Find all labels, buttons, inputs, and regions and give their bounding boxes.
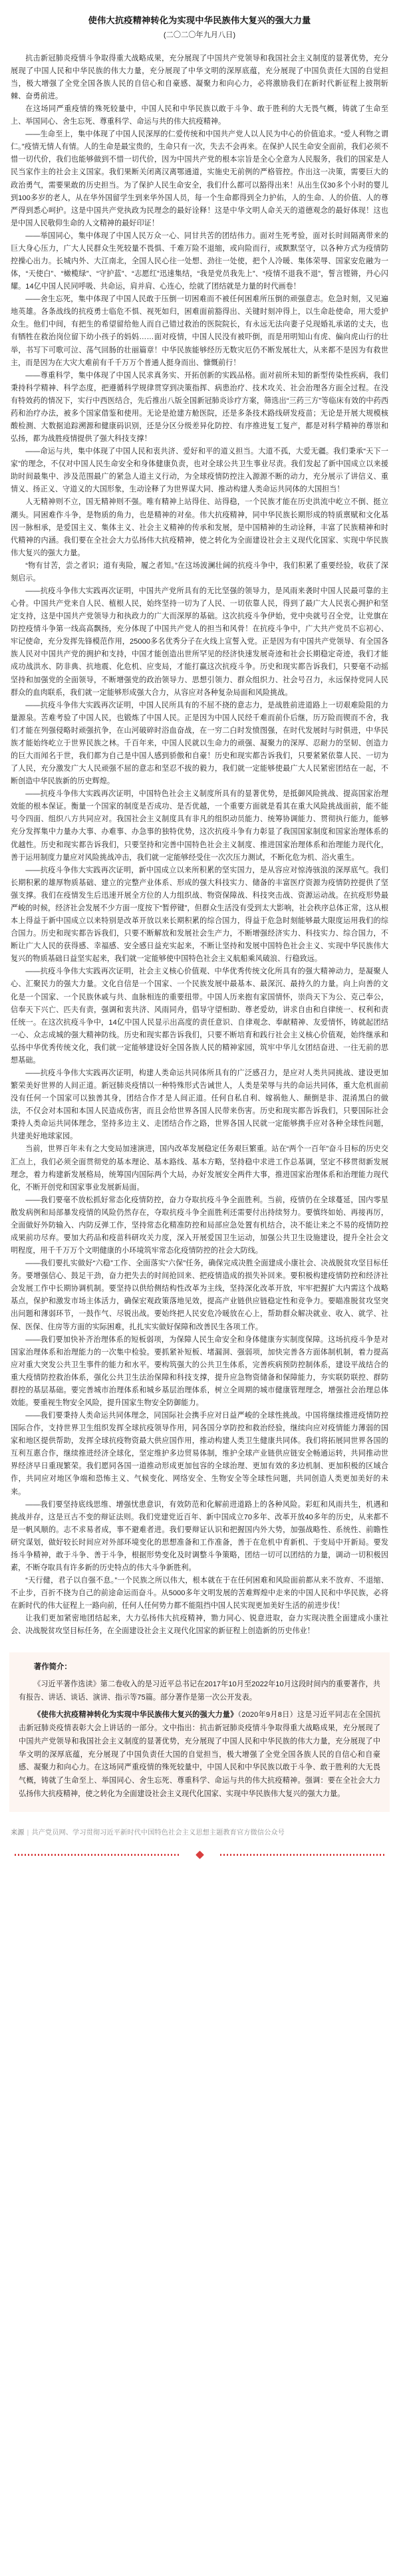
decorative-divider <box>0 1852 399 1858</box>
body-paragraph: ——尊重科学，集中体现了中国人民求真务实、开拓创新的实践品格。面对前所未知的新型传染性疾病，我们秉持科学精神、科学态度，把遵循科学规律贯穿到决策指挥、病患治疗、技术攻关、社会治理各方面全过程。在没有特效药的情况下，实行中西医结合，先后推出八版全国新冠肺炎诊疗方案，筛选出“三药三方”等临床有效的中药西药和治疗办法，被多个国家借鉴和使用。无论是抢建方舱医院，还是多条技术路线研发疫苗；无论是开展大规模核酸检测、大数据追踪溯源和健康码识别，还是分区分级差异化防控、有序推进复工复产，都是对科学精神的尊崇和弘扬，都为战胜疫情提供了强大科技支撑！ <box>11 371 388 444</box>
body-paragraph: ——我们要秉持人类命运共同体理念，同国际社会携手应对日益严峻的全球性挑战。中国将继续推进疫情防控国际合作，支持世界卫生组织发挥全球抗疫领导作用，同各国分享防控和救治经验，继续向应对疫情能力薄弱的国家和地区提供帮助，发挥全球抗疫物资最大供应国作用，推动构建人类卫生健康共同体。我们将拓展同世界各国的互利互惠合作，继续推进经济全球化，坚定维护多边贸易体制，维护全球产业链供应链安全畅通运转，共同推动世界经济早日重现繁荣。我们愿同各国一道推动形成更加包容的全球治理、更加有效的多边机制、更加积极的区域合作，共同应对地区争端和恐怖主义、气候变化、网络安全、生物安全等全球性问题，共同创造人类更加美好的未来。 <box>11 1412 388 1496</box>
divider-dash-left <box>15 1854 180 1856</box>
page-title: 使伟大抗疫精神转化为实现中华民族伟大复兴的强大力量 <box>88 15 311 25</box>
book-introduction-card <box>9 1652 390 1811</box>
body-paragraph: 人无精神则不立，国无精神则不强。唯有精神上站得住、站得稳，一个民族才能在历史洪流中屹立不倒、挺立潮头。同困难作斗争，是物质的角力，也是精神的对垒。伟大抗疫精神，同中华民族长期形成的特质禀赋和文化基因一脉相承，是爱国主义、集体主义、社会主义精神的传承和发展，是中国精神的生动诠释，丰富了民族精神和时代精神的内涵。我们要在全社会大力弘扬伟大抗疫精神，使之转化为全面建设社会主义现代化国家、实现中华民族伟大复兴的强大力量。 <box>11 498 388 557</box>
source-separator: | <box>27 1829 29 1837</box>
book-introduction-text: （2020年9月8日）这是习近平同志在全国抗击新冠肺炎疫情表彰大会上讲话的一部分。文中指出：抗击新冠肺炎疫情斗争取得重大战略成果，充分展现了中国共产党领导和我国社会主义制度的显著优势，充分展现了中国人民和中华民族的伟大力量，充分展现了中华文明的深厚底蕴，充分展现了中国负责任大国的自觉担当，极大增强了全党全国各族人民的自信心和自豪感、凝聚力和向心力。在这场同严重疫情的殊死较量中，中国人民和中华民族以敢于斗争、敢于胜利的大无畏气概，铸就了生命至上、举国同心、舍生忘死、尊重科学、命运与共的伟大抗疫精神。强调：要在全社会大力弘扬伟大抗疫精神，使之转化为全面建设社会主义现代化国家、实现中华民族伟大复兴的强大力量。 <box>19 1711 380 1798</box>
footer-source <box>0 1812 399 1839</box>
body-paragraph: ——举国同心，集中体现了中国人民万众一心、同甘共苦的团结伟力。面对生死考验，面对长时间隔离带来的巨大身心压力，广大人民群众生死较量不畏惧、千难万险不退缩，或向险而行，或默默坚守，以各种方式为疫情防控操心出力。长城内外、大江南北，全国人民心往一处想、劲往一处使，把个人冷暖、集体荣辱、国家安危融为一体，“天使白”、“橄榄绿”、“守护蓝”、“志愿红”迅速集结，“我是党员我先上”、“疫情不退我不退”，誓言铿锵，丹心闪耀。14亿中国人民同呼吸、共命运，肩并肩、心连心，绘就了团结就是力量的时代画卷！ <box>11 231 388 291</box>
book-introduction-paragraph <box>19 1709 380 1801</box>
book-introduction-heading: 著作简介： <box>33 1663 72 1672</box>
body-paragraph: “物有甘苦，尝之者识；道有夷险，履之者知。”在这场波澜壮阔的抗疫斗争中，我们积累了重要经验，收获了深刻启示。 <box>11 561 388 582</box>
body-paragraph: ——我们要坚持底线思维、增强忧患意识，有效防范和化解前进道路上的各种风险。彩虹和风雨共生，机遇和挑战并存，这是亘古不变的辩证法则。我们党建党近百年、新中国成立70多年、改革开放40多年的历史，从来都不是一帆风顺的。志不求易者成，事不避难者进。我们要辩证认识和把握国内外大势，加强战略性、系统性、前瞻性研究谋划，做好较长时间应对外部环境变化的思想准备和工作准备，善于在危机中育新机、于变局中开新局。要发扬斗争精神，敢于斗争、善于斗争，根据形势变化及时调整斗争策略，团结一切可以团结的力量，调动一切积极因素，不断夺取具有许多新的历史特点的伟大斗争新胜利。 <box>11 1500 388 1573</box>
body-paragraph: ——我们要加快补齐治理体系的短板弱项，为保障人民生命安全和身体健康夯实制度保障。这场抗疫斗争是对国家治理体系和治理能力的一次集中检验。要抓紧补短板、堵漏洞、强弱项，加快完善各方面体制机制，着力提高应对重大突发公共卫生事件的能力和水平。要构筑强大的公共卫生体系，完善疾病预防控制体系，建设平战结合的重大疫情防控救治体系，强化公共卫生法治保障和科技支撑，提升应急物资储备和保障能力，夯实联防联控、群防群控的基层基础。要完善城市治理体系和城乡基层治理体系，树立全周期的城市健康管理理念，增强社会治理总体效能。要重视生物安全风险，提升国家生物安全防御能力。 <box>11 1335 388 1407</box>
body-paragraph: ——抗疫斗争伟大实践再次证明，社会主义核心价值观、中华优秀传统文化所具有的强大精神动力，是凝聚人心、汇聚民力的强大力量。文化自信是一个国家、一个民族发展中最基本、最深沉、最持久的力量。向上向善的文化是一个国家、一个民族休戚与共、血脉相连的重要纽带。中国人历来抱有家国情怀，崇尚天下为公、克己奉公，信奉天下兴亡、匹夫有责，强调和衷共济、风雨同舟，倡导守望相助、尊老爱幼，讲求自由和自律统一、权利和责任统一。在这次抗疫斗争中，14亿中国人民显示出高度的责任意识、自律观念、奉献精神、友爱情怀，铸就起团结一心、众志成城的强大精神防线。历史和现实都告诉我们，只要不断培育和践行社会主义核心价值观，始终继承和弘扬中华优秀传统文化，我们就一定能够建设好全国各族人民的精神家园，筑牢中华儿女团结奋进、一往无前的思想基础。 <box>11 967 388 1065</box>
divider-dash-right <box>220 1854 385 1856</box>
document-header <box>0 0 399 43</box>
body-paragraph: ——抗疫斗争伟大实践再次证明，中国特色社会主义制度所具有的显著优势，是抵御风险挑战、提高国家治理效能的根本保证。衡量一个国家的制度是否成功、是否优越，一个重要方面就是看其在重大风险挑战面前，能不能号令四面、组织八方共同应对。我国社会主义制度具有非凡的组织动员能力、统筹协调能力、贯彻执行能力，能够充分发挥集中力量办大事、办难事、办急事的独特优势，这次抗疫斗争有力彰显了我国国家制度和国家治理体系的优越性。历史和现实都告诉我们，只要坚持和完善中国特色社会主义制度、推进国家治理体系和治理能力现代化，善于运用制度力量应对风险挑战冲击，我们就一定能够经受住一次次压力测试，不断化危为机、浴火重生。 <box>11 790 388 862</box>
source-value: 共产党员网、学习贯彻习近平新时代中国特色社会主义思想主题教育官方微信公众号 <box>31 1829 285 1837</box>
diamond-icon <box>196 1851 204 1859</box>
document-date: (二〇二〇年九月八日) <box>163 31 236 40</box>
body-paragraph: 让我们更加紧密地团结起来，大力弘扬伟大抗疫精神，勠力同心、锐意进取，奋力实现决胜全面建成小康社会、决战脱贫攻坚目标任务，在全面建设社会主义现代化国家的新征程上创造新的历史伟业！ <box>11 1614 388 1636</box>
body-paragraph: ——我们要毫不放松抓好常态化疫情防控，奋力夺取抗疫斗争全面胜利。当前，疫情仍在全球蔓延，国内零星散发病例和局部暴发疫情的风险仍然存在，夺取抗疫斗争全面胜利还需要付出持续努力。要慎终如始、再接再厉，全面做好外防输入、内防反弹工作，坚持常态化精准防控和局部应急处置有机结合，决不能让来之不易的疫情防控成果前功尽弃。要加大药品和疫苗科研攻关力度，深入开展爱国卫生运动，加强公共卫生设施建设，提升全社会文明程度，用千千万万个文明健康的小环境筑牢常态化疫情防控的社会大防线。 <box>11 1196 388 1255</box>
book-title: 《使伟大抗疫精神转化为实现中华民族伟大复兴的强大力量》 <box>33 1711 238 1720</box>
body-paragraph: 在这场同严重疫情的殊死较量中，中国人民和中华民族以敢于斗争、敢于胜利的大无畏气概，铸就了生命至上、举国同心、舍生忘死、尊重科学、命运与共的伟大抗疫精神。 <box>11 105 388 126</box>
body-paragraph: ——抗疫斗争伟大实践再次证明，中国共产党所具有的无比坚强的领导力，是风雨来袭时中国人民最可靠的主心骨。中国共产党来自人民、植根人民，始终坚持一切为了人民、一切依靠人民，得到了最广大人民衷心拥护和坚定支持，这是中国共产党领导力和执政力的广大而深厚的基础。这次抗疫斗争伊始，党中央就号召全党，让党旗在防控疫情斗争第一线高高飘扬，充分体现了中国共产党人的担当和风骨！在抗疫斗争中，广大共产党员不忘初心、牢记使命，充分发挥先锋模范作用，25000多名优秀分子在火线上宣誓入党。正是因为有中国共产党领导、有全国各族人民对中国共产党的拥护和支持，中国才能创造出世所罕见的经济快速发展奇迹和社会长期稳定奇迹，我们才能成功战洪水、防非典、抗地震、化危机、应变局，才能打赢这次抗疫斗争。历史和现实都告诉我们，只要毫不动摇坚持和加强党的全面领导，不断增强党的政治领导力、思想引领力、群众组织力、社会号召力，永远保持党同人民群众的血肉联系，我们就一定能够形成强大合力，从容应对各种复杂局面和风险挑战。 <box>11 587 388 697</box>
book-introduction-paragraph: 《习近平著作选读》第二卷收入的是习近平总书记在2017年10月至2022年10月这段时间内的重要著作，共有报告、讲话、谈话、演讲、指示等75篇。部分著作是第一次公开发表。 <box>19 1680 380 1702</box>
body-paragraph: ——抗疫斗争伟大实践再次证明，构建人类命运共同体所具有的广泛感召力，是应对人类共同挑战、建设更加繁荣美好世界的人间正道。新冠肺炎疫情以一种特殊形式告诫世人，人类是荣辱与共的命运共同体，重大危机面前没有任何一个国家可以独善其身，团结合作才是人间正道。任何自私自利、嫁祸他人、颠倒是非、混淆黑白的做法，不仅会对本国和本国人民造成伤害，而且会给世界各国人民带来伤害。历史和现实都告诉我们，只要国际社会秉持人类命运共同体理念，坚持多边主义、走团结合作之路，世界各国人民就一定能够携手应对各种全球性问题，共建美好地球家园。 <box>11 1069 388 1141</box>
body-paragraph: 当前，世界百年未有之大变局加速演进，国内改革发展稳定任务艰巨繁重。站在“两个一百年”奋斗目标的历史交汇点上，我们必须全面贯彻党的基本理论、基本路线、基本方略，坚持稳中求进工作总基调，坚定不移贯彻新发展理念，着力构建新发展格局，统筹国内国际两个大局，办好发展安全两件大事，推进国家治理体系和治理能力现代化，不断开创党和国家事业发展新局面。 <box>11 1145 388 1192</box>
body-paragraph: ——抗疫斗争伟大实践再次证明，中国人民所具有的不屈不挠的意志力，是战胜前进道路上一切艰难险阻的力量源泉。苦难考验了中国人民，也锻炼了中国人民。正是因为中国人民经千难而前仆后继，历万险而锲而不舍，我们才能在列强侵略时顽强抗争，在山河破碎时浴血奋战，在一穷二白时发愤图强，在时代发展时与时俱进，中华民族才能始终屹立于世界民族之林。千百年来，中国人民就以生命力的顽强、凝聚力的深厚、忍耐力的坚韧、创造力的巨大而闻名于世，我们都为自己是中国人感到骄傲和自豪！历史和现实都告诉我们，只要紧紧依靠人民、一切为了人民，充分激发广大人民顽强不屈的意志和坚忍不拔的毅力，我们就一定能够使最广大人民紧密团结在一起，不断创造中华民族新的历史辉煌。 <box>11 701 388 786</box>
body-paragraph: ——抗疫斗争伟大实践再次证明，新中国成立以来所积累的坚实国力，是从容应对惊涛骇浪的深厚底气。我们长期积累的雄厚物质基础、建立的完整产业体系、形成的强大科技实力、储备的丰富医疗资源为疫情防控提供了坚强支撑。我们在疫情发生后迅速开展全方位的人力组织战、物资保障战、科技突击战、资源运动战。在抗疫形势最严峻的时候，经济社会发展不少方面一度按下“暂停键”，但群众生活没有受到太大影响，社会秩序总体正常，这从根本上得益于新中国成立以来特别是改革开放以来长期积累的综合国力，得益于危急时刻能够最大限度运用我们的综合国力。历史和现实都告诉我们，只要不断解放和发展社会生产力，不断增强经济实力、科技实力、综合国力，不断让广大人民的获得感、幸福感、安全感日益充实起来，不断让坚持和发展中国特色社会主义、实现中华民族伟大复兴的物质基础日益坚实起来，我们就一定能够使中国特色社会主义航船乘风破浪、行稳致远。 <box>11 866 388 964</box>
document-body <box>0 43 399 1641</box>
body-paragraph: ——生命至上，集中体现了中国人民深厚的仁爱传统和中国共产党人以人民为中心的价值追求。“爱人利物之谓仁。”疫情无情人有情。人的生命是最宝贵的，生命只有一次，失去不会再来。在保护人民生命安全面前，我们必须不惜一切代价，我们也能够做到不惜一切代价，因为中国共产党的根本宗旨是全心全意为人民服务，我们的国家是人民当家作主的社会主义国家。我们果断关闭离汉离鄂通道，实施史无前例的严格管控。作出这一决策，需要巨大的政治勇气，需要果敢的历史担当。为了保护人民生命安全，我们什么都可以豁得出来！从出生仅30多个小时的婴儿到100多岁的老人，从在华外国留学生到来华外国人员，每一个生命都得到全力护佑，人的生命、人的价值、人的尊严得到悉心呵护。这是中国共产党执政为民理念的最好诠释！这是中华文明人命关天的道德观念的最好体现！这也是中国人民敬仰生命的人文精神的最好印证！ <box>11 130 388 227</box>
body-paragraph: ——舍生忘死，集中体现了中国人民敢于压倒一切困难而不被任何困难所压倒的顽强意志。危急时刻，又见遍地英雄。各条战线的抗疫勇士临危不惧、视死如归，困难面前豁得出、关键时刻冲得上，以生命赴使命，用大爱护众生。他们中间，有把生的希望留给他人而自己错过救治的医院院长，有永远无法向妻子兑现婚礼承诺的丈夫，也有牺牲在救治岗位留下幼小孩子的妈妈……面对疫情，中国人民没有被吓倒，而是用明知山有虎、偏向虎山行的壮举，书写下可歌可泣、荡气回肠的壮丽篇章！中华民族能够经历无数灾厄仍不断发展壮大，从来都不是因为有救世主，而是因为在大灾大难前有千千万万个普通人挺身而出、慷慨前行！ <box>11 295 388 367</box>
body-paragraph: ——命运与共，集中体现了中国人民和衷共济、爱好和平的道义担当。大道不孤，大爱无疆。我们秉承“天下一家”的理念，不仅对中国人民生命安全和身体健康负责，也对全球公共卫生事业尽责。我们发起了新中国成立以来援助时间最集中、涉及范围最广的紧急人道主义行动，为全球疫情防控注入源源不断的动力，充分展示了讲信义、重情义、扬正义、守道义的大国形象，生动诠释了为世界谋大同、推动构建人类命运共同体的大国担当！ <box>11 448 388 494</box>
body-paragraph: “天行健，君子以自强不息。”一个民族之所以伟大，根本就在于在任何困难和风险面前都从来不放弃、不退缩、不止步，百折不挠为自己的前途命运而奋斗。从5000多年文明发展的苦难辉煌中走来的中国人民和中华民族，必将在新时代的伟大征程上一路向前，任何人任何势力都不能阻挡中国人民实现更加美好生活的前进步伐！ <box>11 1577 388 1610</box>
body-paragraph: ——我们要扎实做好“六稳”工作、全面落实“六保”任务，确保完成决胜全面建成小康社会、决战脱贫攻坚目标任务。要增强信心、鼓足干劲，奋力把失去的时间抢回来、把疫情造成的损失补回来。要积极构建疫情防控和经济社会发展工作中长期协调机制。要坚持以供给侧结构性改革为主线，坚持深化改革开放，牢牢把握扩大内需这个战略基点，保护和激发市场主体活力，确保宏观政策落地见效，提高产业链供应链稳定性和竞争力。要瞄准脱贫攻坚突出问题和薄弱环节，一鼓作气、尽锐出战。要始终把人民安危冷暖放在心上，帮助群众解决就业、收入、就学、社保、医保、住房等方面的实际困难，扎扎实实做好保障和改善民生各项工作。 <box>11 1259 388 1331</box>
source-line <box>11 1828 388 1839</box>
body-paragraph: 抗击新冠肺炎疫情斗争取得重大战略成果，充分展现了中国共产党领导和我国社会主义制度的显著优势，充分展现了中国人民和中华民族的伟大力量，充分展现了中华文明的深厚底蕴，充分展现了中国负责任大国的自觉担当，极大增强了全党全国各族人民的自信心和自豪感、凝聚力和向心力，必将激励我们在新时代新征程上披荆斩棘、奋勇前进。 <box>11 54 388 100</box>
source-label: 来源 <box>11 1829 25 1837</box>
